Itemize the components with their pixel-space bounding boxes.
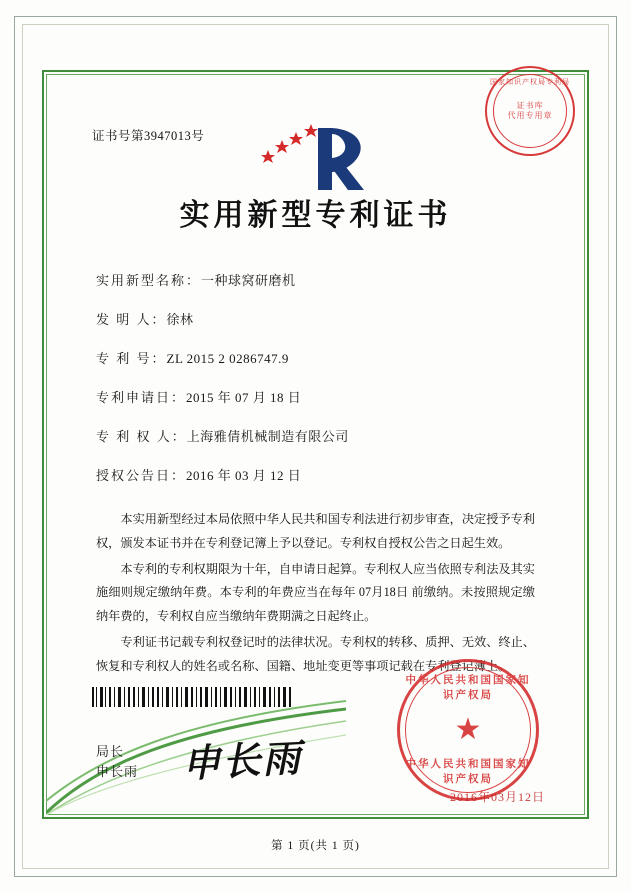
field-value: ZL 2015 2 0286747.9	[166, 351, 289, 366]
field-value: 上海雅倩机械制造有限公司	[186, 429, 349, 444]
legal-text	[96, 508, 535, 678]
director-title: 局长	[96, 744, 125, 759]
field-label: 专 利 权 人：	[96, 429, 187, 444]
barcode	[92, 687, 292, 707]
national-seal	[397, 659, 539, 801]
director-block	[96, 742, 138, 781]
field-label: 授权公告日：	[96, 468, 187, 483]
patent-fields	[96, 274, 559, 482]
field-row	[96, 430, 559, 443]
field-label: 专 利 号：	[96, 351, 167, 366]
field-label: 发 明 人：	[96, 312, 167, 327]
page-title: 实用新型专利证书	[179, 199, 452, 232]
director-name: 申长雨	[96, 763, 139, 779]
legal-paragraph: 本专利的专利权期限为十年，自申请日起算。专利权人应当依照专利法及其实施细则规定缴纳年费。本专利的年费应当在每年 07月18日 前缴纳。未按照规定缴纳年费的，专利权自应当缴纳年费期满之日起终止。	[96, 561, 535, 624]
field-row	[96, 313, 559, 326]
field-value: 2016 年 03 月 12 日	[186, 468, 302, 483]
seal-center-text: 证书库 代用专用章	[507, 101, 553, 120]
field-row	[96, 352, 559, 365]
patent-logo	[256, 110, 376, 198]
seal-arc-top: 中华人民共和国国家知识产权局	[405, 675, 531, 701]
verification-seal	[485, 66, 575, 156]
field-value: 一种球窝研磨机	[201, 273, 296, 288]
certificate-number: 证书号第3947013号	[92, 129, 205, 143]
page-footer: 第 1 页(共 1 页)	[271, 840, 360, 852]
field-value: 2015 年 07 月 18 日	[186, 390, 302, 405]
emblem-icon: ★	[454, 713, 482, 746]
field-row	[96, 391, 559, 404]
seal-arc-text: 国家知识产权局专利局	[490, 78, 570, 86]
legal-paragraph: 本实用新型经过本局依照中华人民共和国专利法进行初步审查，决定授予专利权，颁发本证书并在专利登记簿上予以登记。专利权自授权公告之日起生效。	[96, 512, 535, 550]
field-value: 徐林	[166, 312, 194, 327]
field-label: 实用新型名称：	[96, 273, 202, 288]
field-row	[96, 469, 559, 482]
field-label: 专利申请日：	[96, 390, 187, 405]
seal-arc-bottom: 中华人民共和国国家知识产权局	[405, 759, 531, 785]
handwritten-signature: 申长雨	[181, 737, 304, 787]
field-row	[96, 274, 559, 287]
seal-date: 2016年03月12日	[449, 790, 545, 804]
legal-paragraph: 专利证书记载专利权登记时的法律状况。专利权的转移、质押、无效、终止、恢复和专利权人的姓名或名称、国籍、地址变更等事项记载在专利登记簿上。	[96, 634, 535, 673]
